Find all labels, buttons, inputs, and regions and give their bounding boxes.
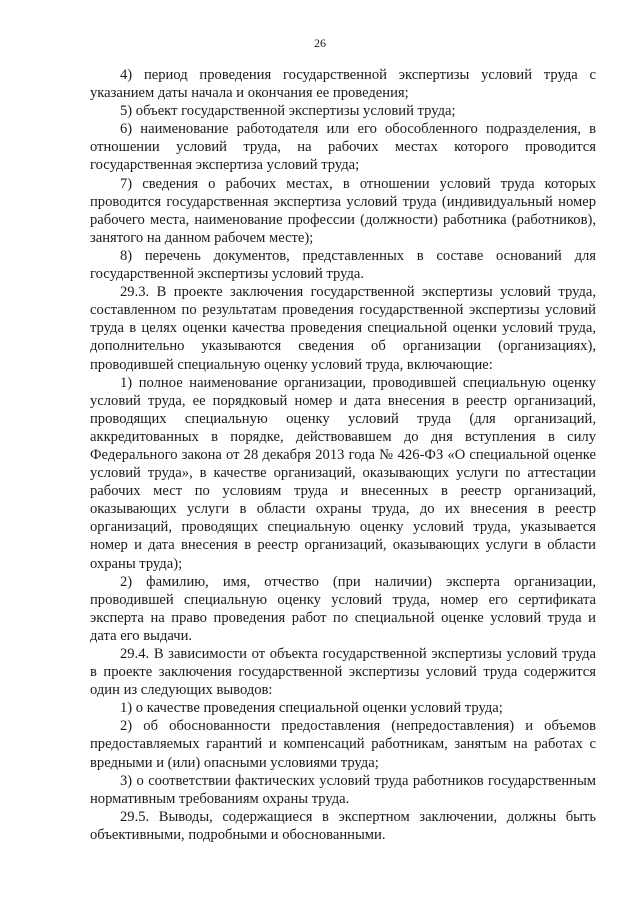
- paragraph-item-7: 7) сведения о рабочих местах, в отношении условий труда которых проводится государственная экспертиза условий труда (индивидуальный номер рабочего места, наименование профессии (должности) работника (работников), занятого на данном рабочем месте);: [90, 175, 596, 246]
- paragraph-29-3-item-1: 1) полное наименование организации, проводившей специальную оценку условий труда, ее порядковый номер и дата внесения в реестр организаций, проводящих специальную оценку условий труда (для организаций, аккредитованных в порядке, действовавшем до дня вступления в силу Федерального закона от 28 декабря 2013 года № 426-ФЗ «О специальной оценке условий труда», в качестве организаций, оказывающих услуги по аттестации рабочих мест по условиям труда и внесенных в реестр организаций, оказывающих услуги в области охраны труда, до их внесения в реестр организаций, проводящих специальную оценку условий труда, указывается номер и дата внесения в реестр организаций, оказывающих услуги в области охраны труда);: [90, 374, 596, 572]
- paragraph-29-4-item-1: 1) о качестве проведения специальной оценки условий труда;: [120, 700, 503, 717]
- paragraph-item-8: 8) перечень документов, представленных в составе оснований для государственной экспертизы условий труда.: [90, 247, 596, 283]
- document-body: [90, 66, 596, 844]
- paragraph-29-3-item-2: 2) фамилию, имя, отчество (при наличии) эксперта организации, проводившей специальную оценку условий труда, номер его сертификата эксперта на право проведения работ по специальной оценке условий труда и дата его выдачи.: [90, 573, 596, 644]
- page-number: 26: [314, 36, 326, 50]
- paragraph-29-3: 29.3. В проекте заключения государственной экспертизы условий труда, составленном по результатам проведения государственной экспертизы условий труда в целях оценки качества проведения специальной оценки условий труда, дополнительно указываются сведения об организации (организациях), проводившей специальную оценку условий труда, включающие:: [90, 284, 596, 373]
- paragraph-item-6: 6) наименование работодателя или его обособленного подразделения, в отношении условий труда, на рабочих местах которого проводится государственная экспертиза условий труда;: [90, 121, 596, 174]
- paragraph-item-5: 5) объект государственной экспертизы условий труда;: [120, 103, 456, 120]
- paragraph-item-4: 4) период проведения государственной экспертизы условий труда с указанием даты начала и окончания ее проведения;: [90, 67, 596, 102]
- paragraph-29-4-item-2: 2) об обоснованности предоставления (непредоставления) и объемов предоставляемых гарантий и компенсаций работникам, занятым на работах с вредными и (или) опасными условиями труда;: [90, 718, 596, 771]
- paragraph-29-4: 29.4. В зависимости от объекта государственной экспертизы условий труда в проекте заключения государственной экспертизы условий труда содержится один из следующих выводов:: [90, 646, 596, 699]
- paragraph-29-4-item-3: 3) о соответствии фактических условий труда работников государственным нормативным требованиям охраны труда.: [90, 772, 596, 807]
- paragraph-29-5: 29.5. Выводы, содержащиеся в экспертном заключении, должны быть объективными, подробными и обоснованными.: [90, 808, 596, 843]
